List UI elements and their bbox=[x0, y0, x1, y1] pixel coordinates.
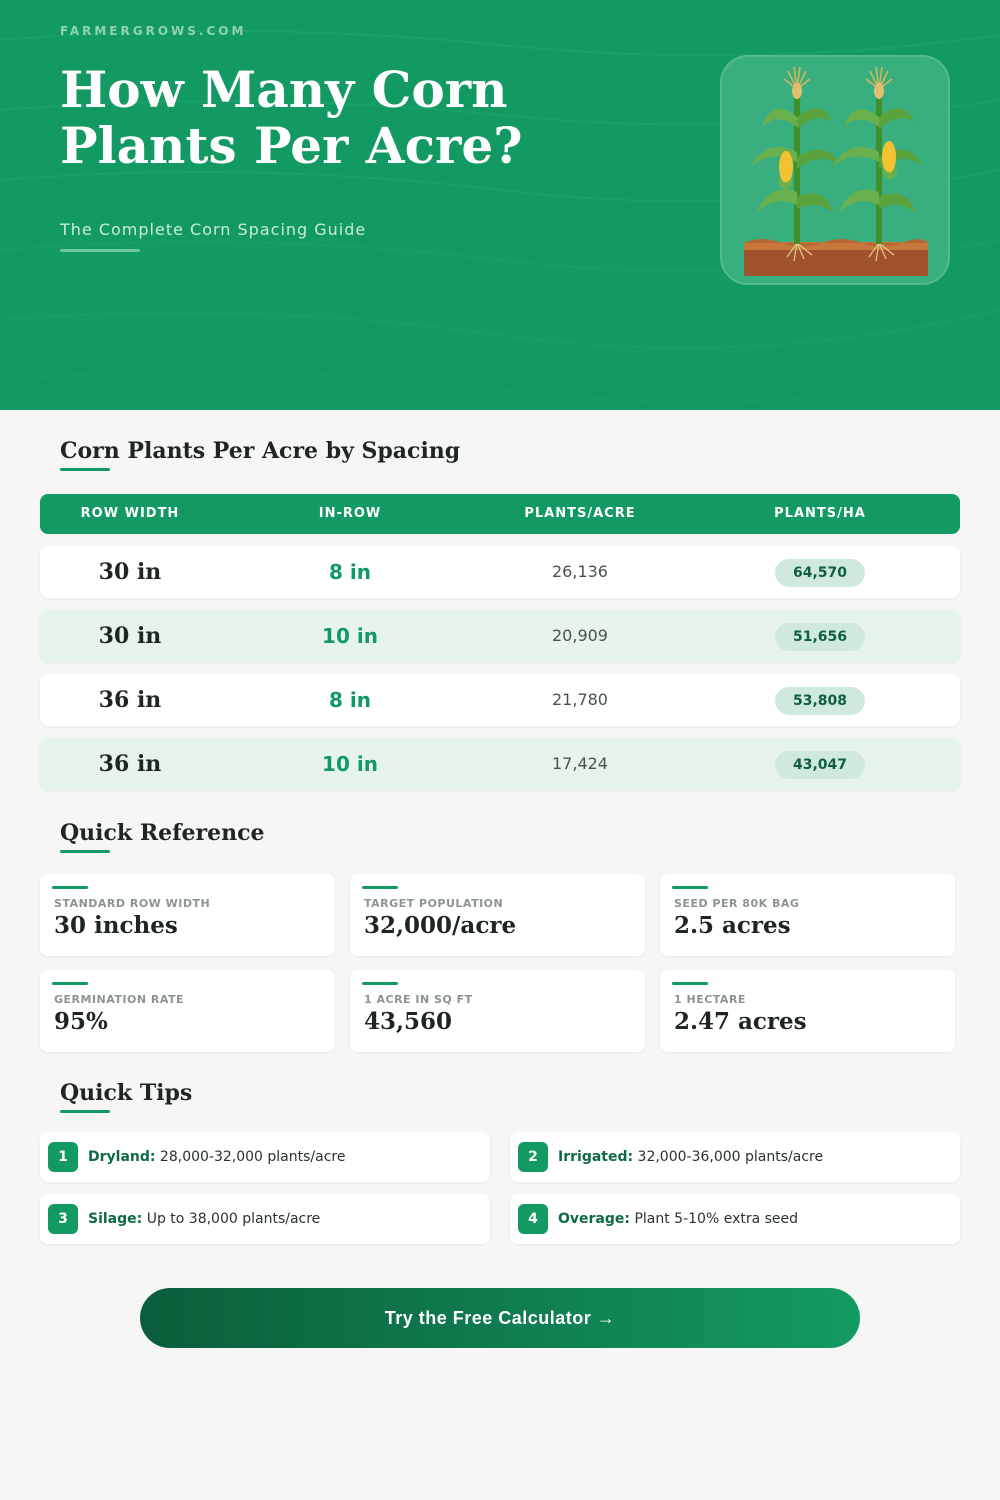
card-label: STANDARD ROW WIDTH bbox=[54, 897, 211, 910]
tip-number-badge: 3 bbox=[48, 1204, 78, 1234]
reference-heading: Quick Reference bbox=[60, 820, 265, 846]
site-name: FARMERGROWS.COM bbox=[60, 24, 247, 38]
tip-number-badge: 4 bbox=[518, 1204, 548, 1234]
in-row-cell: 10 in bbox=[322, 752, 378, 776]
table-row bbox=[40, 738, 960, 790]
reference-card bbox=[40, 874, 335, 956]
subtitle-underline bbox=[60, 249, 140, 252]
plants-ha-cell bbox=[730, 546, 910, 598]
plants-acre-cell: 20,909 bbox=[552, 626, 608, 645]
card-label: TARGET POPULATION bbox=[364, 897, 504, 910]
reference-card bbox=[350, 970, 645, 1052]
corn-plants-illustration bbox=[720, 55, 950, 285]
table-header bbox=[40, 494, 960, 534]
tip-number-badge: 2 bbox=[518, 1142, 548, 1172]
tip-body: 32,000-36,000 plants/acre bbox=[633, 1149, 824, 1165]
col-plants-ha: PLANTS/HA bbox=[774, 506, 866, 521]
card-accent-bar bbox=[362, 886, 398, 889]
tip-body: Up to 38,000 plants/acre bbox=[142, 1211, 321, 1227]
plants-acre-cell: 26,136 bbox=[552, 562, 608, 581]
tip-text bbox=[88, 1194, 320, 1244]
card-accent-bar bbox=[52, 886, 88, 889]
tip-label: Overage: bbox=[558, 1211, 630, 1227]
tip-text bbox=[558, 1132, 823, 1182]
card-label: SEED PER 80K BAG bbox=[674, 897, 800, 910]
tip-body: Plant 5-10% extra seed bbox=[630, 1211, 799, 1227]
plants-ha-badge: 64,570 bbox=[775, 559, 865, 587]
row-width-cell: 36 in bbox=[98, 751, 162, 777]
col-plants-acre: PLANTS/ACRE bbox=[524, 506, 636, 521]
tip-text bbox=[558, 1194, 798, 1244]
corn-plant-icon bbox=[722, 57, 952, 287]
page-subtitle: The Complete Corn Spacing Guide bbox=[60, 220, 367, 239]
tip-label: Dryland: bbox=[88, 1149, 156, 1165]
plants-ha-cell bbox=[730, 610, 910, 662]
table-row bbox=[40, 674, 960, 726]
card-label: 1 ACRE IN SQ FT bbox=[364, 993, 473, 1006]
tips-heading-underline bbox=[60, 1110, 110, 1113]
tip-label: Silage: bbox=[88, 1211, 143, 1227]
plants-acre-cell: 17,424 bbox=[552, 754, 608, 773]
col-row-width: ROW WIDTH bbox=[80, 506, 180, 521]
reference-card bbox=[40, 970, 335, 1052]
plants-ha-badge: 43,047 bbox=[775, 751, 865, 779]
reference-heading-underline bbox=[60, 850, 110, 853]
card-label: GERMINATION RATE bbox=[54, 993, 185, 1006]
in-row-cell: 10 in bbox=[322, 624, 378, 648]
tip-label: Irrigated: bbox=[558, 1149, 634, 1165]
row-width-cell: 30 in bbox=[98, 559, 162, 585]
plants-ha-badge: 51,656 bbox=[775, 623, 865, 651]
card-accent-bar bbox=[362, 982, 398, 985]
card-value: 32,000/acre bbox=[364, 912, 517, 939]
row-width-cell: 36 in bbox=[98, 687, 162, 713]
plants-ha-badge: 53,808 bbox=[775, 687, 865, 715]
tip-text bbox=[88, 1132, 345, 1182]
tip-item bbox=[40, 1132, 490, 1182]
in-row-cell: 8 in bbox=[329, 560, 371, 584]
tip-item bbox=[510, 1132, 960, 1182]
tip-body: 28,000-32,000 plants/acre bbox=[155, 1149, 346, 1165]
tip-item bbox=[510, 1194, 960, 1244]
card-value: 43,560 bbox=[364, 1008, 453, 1035]
tip-item bbox=[40, 1194, 490, 1244]
table-heading-underline bbox=[60, 468, 110, 471]
tip-number-badge: 1 bbox=[48, 1142, 78, 1172]
table-heading: Corn Plants Per Acre by Spacing bbox=[60, 438, 461, 464]
in-row-cell: 8 in bbox=[329, 688, 371, 712]
page-title: How Many Corn Plants Per Acre? bbox=[60, 60, 523, 175]
card-label: 1 HECTARE bbox=[674, 993, 746, 1006]
card-accent-bar bbox=[672, 982, 708, 985]
plants-ha-cell bbox=[730, 738, 910, 790]
table-row bbox=[40, 546, 960, 598]
card-value: 2.5 acres bbox=[674, 912, 791, 939]
table-row bbox=[40, 610, 960, 662]
reference-card bbox=[350, 874, 645, 956]
hero-banner bbox=[0, 0, 1000, 410]
plants-ha-cell bbox=[730, 674, 910, 726]
row-width-cell: 30 in bbox=[98, 623, 162, 649]
card-value: 30 inches bbox=[54, 912, 178, 939]
card-value: 2.47 acres bbox=[674, 1008, 807, 1035]
free-calculator-button[interactable]: Try the Free Calculator → bbox=[140, 1288, 860, 1348]
plants-acre-cell: 21,780 bbox=[552, 690, 608, 709]
card-accent-bar bbox=[672, 886, 708, 889]
tips-heading: Quick Tips bbox=[60, 1080, 193, 1106]
col-in-row: IN-ROW bbox=[318, 506, 382, 521]
reference-card bbox=[660, 970, 955, 1052]
card-accent-bar bbox=[52, 982, 88, 985]
reference-card bbox=[660, 874, 955, 956]
card-value: 95% bbox=[54, 1008, 108, 1035]
